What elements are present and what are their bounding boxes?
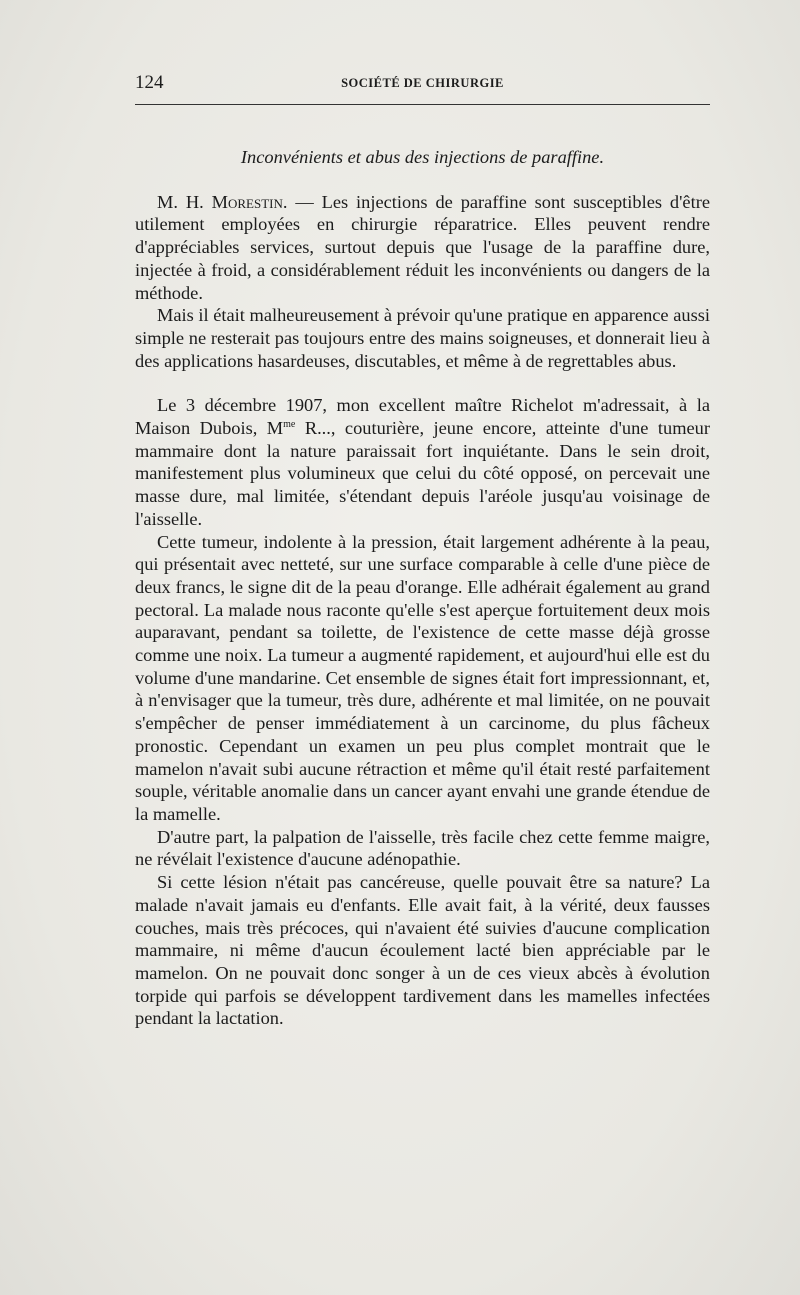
paragraph-5: D'autre part, la palpation de l'aisselle, très facile chez cette femme maigre, ne révélait l'existence d'aucune adénopathie. [135, 826, 710, 870]
article-body [135, 146, 710, 1030]
paragraph-1 [135, 191, 710, 305]
paragraph-3 [135, 394, 710, 530]
author-name: Morestin [211, 191, 283, 212]
page-header [135, 72, 710, 100]
title-superscript: me [283, 418, 296, 430]
header-rule [135, 104, 710, 105]
paragraph-6: Si cette lésion n'était pas cancéreuse, quelle pouvait être sa nature? La malade n'avait jamais eu d'enfants. Elle avait fait, à la vérité, deux fausses couches, mais très précoces, qui n'avaient été suivies d'aucune complication mammaire, ni même d'aucun écoulement lacté bien appréciable par le mamelon. On ne pouvait donc songer à un de ces vieux abcès à évolution torpide qui parfois se développent tardivement dans les mamelles infectées pendant la lactation. [135, 872, 710, 1029]
page-number: 124 [135, 72, 164, 93]
running-head: SOCIÉTÉ DE CHIRURGIE [341, 76, 504, 90]
paragraph-4: Cette tumeur, indolente à la pression, était largement adhérente à la peau, qui présentait avec netteté, sur une surface comparable à celle d'une pièce de deux francs, le signe dit de la peau d'orange. Elle adhérait également au grand pectoral. La malade nous raconte qu'elle s'est aperçue fortuitement deux mois auparavant, pendant sa toilette, de l'existence de cette masse déjà grosse comme une noix. La tumeur a augmenté rapidement, et aujourd'hui elle est du volume d'une mandarine. Cet ensemble de signes était fort impressionnant, et, à n'envisager que la tumeur, très dure, adhérente et mal limitée, on ne pouvait s'empêcher de penser immédiatement à un carcinome, du plus fâcheux pronostic. Cependant un examen un peu plus complet montrait que le mamelon n'avait subi aucune rétraction et même qu'il était resté parfaitement souple, véritable anomalie dans un cancer ayant envahi une grande étendue de la mamelle. [135, 531, 710, 824]
paragraph-3-text-b: R..., couturière, jeune encore, atteinte d'une tumeur mammaire dont la nature paraissait fort inquiétante. Dans le sein droit, manifestement plus volumineux que celui du côté opposé, on percevait une masse dure, mal limitée, s'étendant depuis l'aréole jusqu'au voisinage de l'aisselle. [135, 418, 710, 529]
author-prefix: M. H. [157, 191, 212, 212]
paragraph-1-text: . — Les injections de paraffine sont susceptibles d'être utilement employées en chirurgie réparatrice. Elles peuvent rendre d'appréciables services, surtout depuis que l'usage de la paraffine dure, injectée à froid, a considérablement réduit les inconvénients ou dangers de la méthode. [135, 191, 710, 303]
section-title: Inconvénients et abus des injections de paraffine. [240, 147, 605, 167]
paragraph-gap [135, 372, 710, 394]
paragraph-2: Mais il était malheureusement à prévoir qu'une pratique en apparence aussi simple ne resterait pas toujours entre des mains soigneuses, et donnerait lieu à des applications hasardeuses, discutables, et même à de regrettables abus. [135, 305, 710, 371]
paragraph-3-text-a: Le 3 décembre 1907, mon excellent maître Richelot m'adressait, à la Maison Dubois, M [135, 395, 710, 439]
